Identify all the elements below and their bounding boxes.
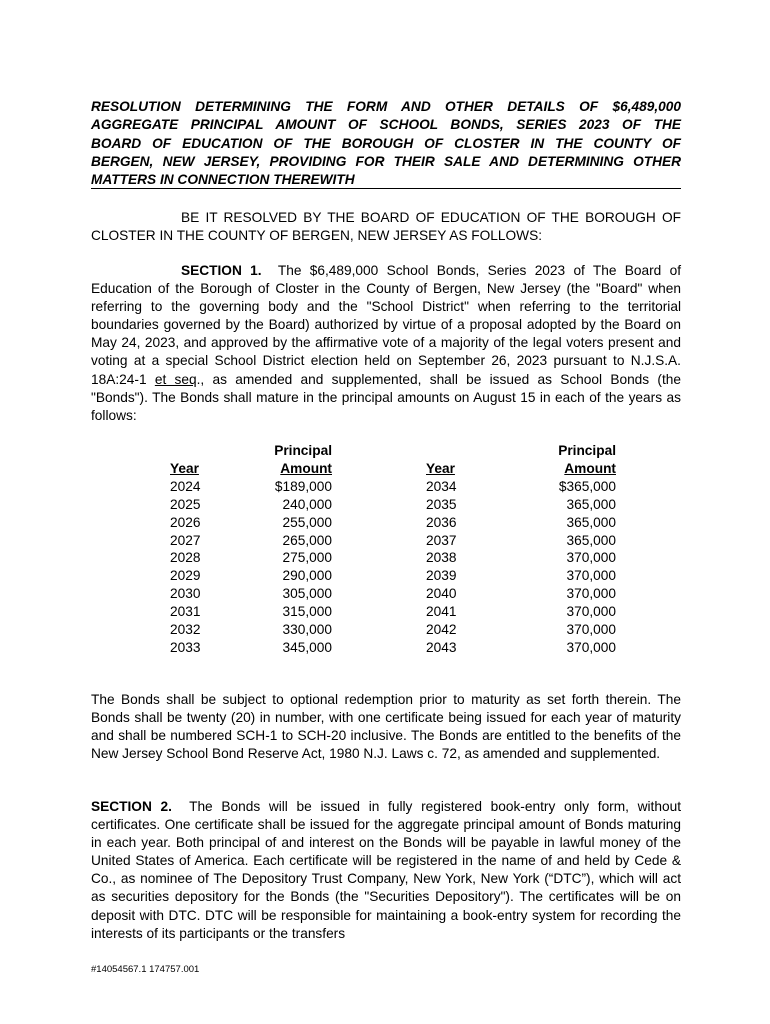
- schedule-years-left: [170, 442, 230, 657]
- maturity-year: 2028: [170, 550, 201, 566]
- principal-amount: 240,000: [282, 496, 332, 512]
- schedule-amounts-left: [250, 442, 332, 657]
- year-header: Year: [426, 460, 455, 476]
- principal-amount: 305,000: [282, 586, 332, 602]
- resolved-clause: BE IT RESOLVED BY THE BOARD OF EDUCATION OF THE BOROUGH OF CLOSTER IN THE COUNTY OF BERGEN, NEW JERSEY AS FOLLOWS:: [91, 210, 681, 244]
- schedule-years-right: [426, 442, 486, 657]
- principal-amount: 365,000: [566, 532, 616, 548]
- principal-amount: 255,000: [282, 514, 332, 530]
- section-2-text: The Bonds will be issued in fully registered book-entry only form, without certificates. One certificate shall be issued for the aggregate principal amount of Bonds maturing in each year. Both principal of and interest on the Bonds will be payable in lawful money of the United States of America. Each certificate will be registered in the name of and held by Cede & Co., as nominee of The Depository Trust Company, New York, New York (“DTC”), which will act as securities depository for the Bonds (the "Securities Depository"). The certificates will be on deposit with DTC. DTC will be responsible for maintaining a book-entry system for recording the interests of its participants or the transfers: [91, 799, 681, 941]
- section-1-text-b: ., as amended and supplemented, shall be issued as School Bonds (the "Bonds"). The Bonds shall mature in the principal amounts on August 15 in each of the years as follows:: [91, 371, 681, 423]
- maturity-year: 2031: [170, 604, 201, 620]
- maturity-year: 2040: [426, 586, 457, 602]
- amount-header: Amount: [280, 460, 332, 476]
- maturity-year: 2025: [170, 496, 201, 512]
- title-line: BOARD OF EDUCATION OF THE BOROUGH OF CLOSTER IN THE COUNTY OF: [91, 135, 681, 151]
- principal-amount: 370,000: [566, 622, 616, 638]
- principal-amount: 265,000: [282, 532, 332, 548]
- principal-amount: $189,000: [274, 478, 332, 494]
- title-underline: [91, 188, 681, 189]
- maturity-year: 2029: [170, 568, 201, 584]
- maturity-year: 2034: [426, 478, 457, 494]
- principal-amount: 330,000: [282, 622, 332, 638]
- maturity-year: 2027: [170, 532, 201, 548]
- amount-header: Amount: [564, 460, 616, 476]
- year-header: Year: [170, 460, 199, 476]
- principal-amount: $365,000: [558, 478, 616, 494]
- redemption-paragraph: The Bonds shall be subject to optional redemption prior to maturity as set forth therein. The Bonds shall be twenty (20) in number, with one certificate being issued for each year of maturity and shall be numbered SCH-1 to SCH-20 inclusive. The Bonds are entitled to the benefits of the New Jersey School Bond Reserve Act, 1980 N.J. Laws c. 72, as amended and supplemented.: [91, 692, 681, 762]
- principal-header: Principal: [558, 443, 616, 458]
- principal-amount: 370,000: [566, 586, 616, 602]
- maturity-year: 2039: [426, 568, 457, 584]
- maturity-year: 2042: [426, 622, 457, 638]
- principal-amount: 370,000: [566, 568, 616, 584]
- section-1-heading: SECTION 1.: [181, 263, 262, 278]
- principal-amount: 365,000: [566, 496, 616, 512]
- principal-amount: 365,000: [566, 514, 616, 530]
- maturity-year: 2024: [170, 478, 201, 494]
- document-id-footer: #14054567.1 174757.001: [91, 964, 200, 975]
- title-line: RESOLUTION DETERMINING THE FORM AND OTHER DETAILS OF $6,489,000: [91, 99, 681, 114]
- principal-amount: 345,000: [282, 639, 332, 655]
- et-seq: et seq: [154, 371, 197, 387]
- schedule-amounts-right: [530, 442, 616, 657]
- maturity-year: 2037: [426, 532, 457, 548]
- principal-amount: 290,000: [282, 568, 332, 584]
- principal-header: Principal: [274, 443, 332, 458]
- section-2-paragraph: [91, 798, 681, 943]
- maturity-year: 2026: [170, 514, 201, 530]
- maturity-year: 2036: [426, 514, 457, 530]
- principal-amount: 370,000: [566, 639, 616, 655]
- title-line: BERGEN, NEW JERSEY, PROVIDING FOR THEIR SALE AND DETERMINING OTHER: [91, 153, 681, 169]
- maturity-year: 2041: [426, 604, 457, 620]
- principal-amount: 370,000: [566, 550, 616, 566]
- resolution-title: [91, 98, 681, 189]
- title-line: MATTERS IN CONNECTION THEREWITH: [91, 172, 355, 188]
- maturity-year: 2035: [426, 496, 457, 512]
- principal-amount: 370,000: [566, 604, 616, 620]
- maturity-year: 2043: [426, 639, 457, 655]
- principal-amount: 275,000: [282, 550, 332, 566]
- section-1-text-a: The $6,489,000 School Bonds, Series 2023 of The Board of Education of the Borough of Closter in the County of Bergen, New Jersey (the "Board" when referring to the governing body and the "School District" when referring to the territorial boundaries governed by the Board) authorized by virtue of a proposal adopted by the Board on May 24, 2023, and approved by the affirmative vote of a majority of the legal voters present and voting at a special School District election held on September 26, 2023 pursuant to N.J.S.A. 18A:24-1: [91, 263, 682, 387]
- principal-amount: 315,000: [282, 604, 332, 620]
- maturity-year: 2030: [170, 586, 201, 602]
- maturity-year: 2033: [170, 639, 201, 655]
- maturity-year: 2032: [170, 622, 201, 638]
- maturity-year: 2038: [426, 550, 457, 566]
- title-line: AGGREGATE PRINCIPAL AMOUNT OF SCHOOL BONDS, SERIES 2023 OF THE: [91, 117, 681, 133]
- section-2-heading: SECTION 2.: [91, 799, 172, 814]
- section-1-paragraph: [91, 262, 681, 425]
